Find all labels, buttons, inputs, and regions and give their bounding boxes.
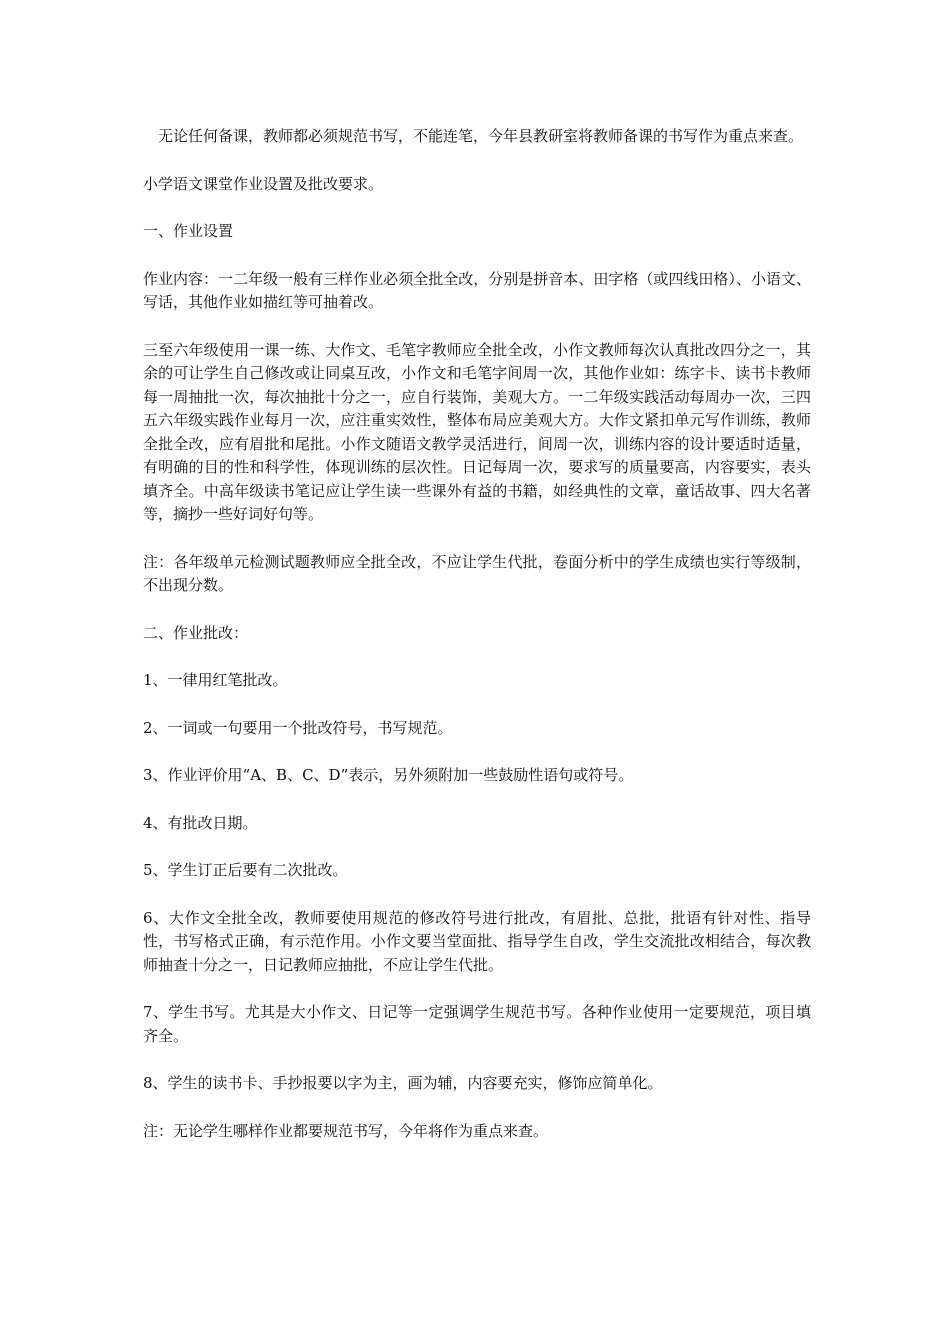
list-item: 8、学生的读书卡、手抄报要以字为主，画为辅，内容要充实，修饰应简单化。 <box>143 1074 663 1092</box>
list-item: 3、作业评价用“A、B、C、D”表示，另外须附加一些鼓励性语句或符号。 <box>143 766 634 784</box>
list-item: 7、学生书写。尤其是大小作文、日记等一定强调学生规范书写。各种作业使用一定要规范，项目填齐全。 <box>143 1003 811 1045</box>
document-body <box>143 125 811 1167</box>
list-item: 2、一词或一句要用一个批改符号，书写规范。 <box>143 718 453 737</box>
paragraph-title: 小学语文课堂作业设置及批改要求。 <box>143 174 384 193</box>
section-heading-grading: 二、作业批改： <box>143 623 249 642</box>
paragraph-final-note: 注：无论学生哪样作业都要规范书写，今年将作为重点来查。 <box>143 1121 549 1140</box>
list-item: 5、学生订正后要有二次批改。 <box>143 861 348 879</box>
list-item: 4、有批改日期。 <box>143 813 258 832</box>
paragraph-grades-three-to-six: 三至六年级使用一课一练、大作文、毛笔字教师应全批全改，小作文教师每次认真批改四分之一，其余的可让学生自己修改或让同桌互改，小作文和毛笔字间周一次，其他作业如：练字卡、读书卡教师每一周抽批一次，每次抽批十分之一，应自行装饰，美观大方。一二年级实践活动每周办一次，三四五六年级实践作业每月一次，应注重实效性，整体布局应美观大方。大作文紧扣单元写作训练，教师全批全改，应有眉批和尾批。小作文随语文教学灵活进行，间周一次，训练内容的设计要适时适量，有明确的目的性和科学性，体现训练的层次性。日记每周一次，要求写的质量要高，内容要实，表头填齐全。中高年级读书笔记应让学生读一些课外有益的书籍，如经典性的文章，童话故事、四大名著等，摘抄一些好词好句等。 <box>143 340 811 523</box>
list-item: 6、大作文全批全改，教师要使用规范的修改符号进行批改，有眉批、总批，批语有针对性、指导性，书写格式正确，有示范作用。小作文要当堂面批、指导学生自改，学生交流批改相结合，每次教师抽查十分之一，日记教师应抽批，不应让学生代批。 <box>143 908 811 974</box>
paragraph-intro: 无论任何备课，教师都必须规范书写，不能连笔，今年县教研室将教师备课的书写作为重点来查。 <box>158 127 804 145</box>
paragraph-note-unit-tests: 注：各年级单元检测试题教师应全批全改，不应让学生代批，卷面分析中的学生成绩也实行等级制，不出现分数。 <box>143 552 811 594</box>
paragraph-assignment-content: 作业内容：一二年级一般有三样作业必须全批全改，分别是拼音本、田字格（或四线田格）、小语文、写话，其他作业如描红等可抽着改。 <box>143 269 811 311</box>
section-heading-assignment-setup: 一、作业设置 <box>143 222 234 240</box>
list-item: 1、一律用红笔批改。 <box>143 671 288 689</box>
